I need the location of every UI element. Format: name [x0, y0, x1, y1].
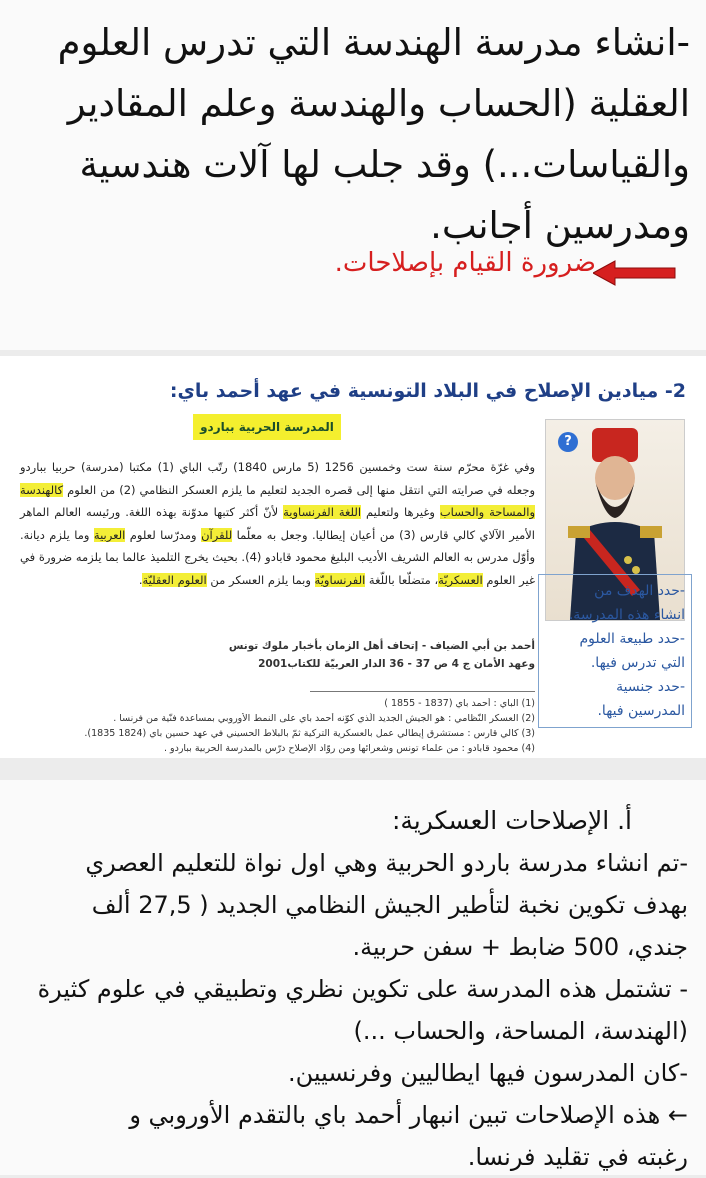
bottom-line-8: ← هذه الإصلاحات تبين انبهار أحمد باي بالتقدم الأوروبي و: [129, 1101, 688, 1129]
bottom-line-5: - تشتمل هذه المدرسة على تكوين نظري وتطبيقي في علوم كثيرة: [37, 975, 688, 1003]
top-line-1: -انشاء مدرسة الهندسة التي تدرس العلوم: [57, 21, 690, 64]
excerpt-text: وغيرها ولتعليم: [361, 505, 440, 519]
bottom-heading: أ. الإصلاحات العسكرية:: [391, 806, 632, 835]
highlighted-term: الفرنساويّة: [314, 572, 366, 587]
footnote-divider: [310, 691, 535, 692]
top-line-2: العقلية (الحساب والهندسة وعلم المقادير: [67, 82, 690, 125]
excerpt-text: .: [138, 572, 143, 587]
footnote-1: (1) الباي : أحمد باي (1837 - 1855 ): [384, 698, 535, 709]
highlighted-term: العلوم العقليّة: [142, 572, 207, 587]
excerpt-text: لأنّ أكثر كتبها مدوّنة بهذه اللغة. ورئيسه العالم الماهر الأمير الآلاي كالي قارس (3) من أعيان إيطاليا. وجعل به معلّما: [20, 505, 535, 542]
excerpt-text: ومدرّسا لعلوم: [125, 527, 202, 542]
bottom-line-6: (الهندسة، المساحة، والحساب ...): [353, 1017, 688, 1045]
excerpt-text: وبما يلزم العسكر من: [206, 572, 315, 587]
footnote-3: (3) كالي قارس : مستشرق إيطالي عمل بالعسكرية التركية ثمّ بالبلاط الحسيني في عهد حسين باي (1824 1835).: [84, 728, 535, 739]
side-question-line: التي تدرس فيها.: [590, 655, 685, 671]
textbook-excerpt: [0, 356, 706, 758]
top-panel: [0, 0, 706, 350]
source-line-1: أحمد بن أبي الضياف - إتحاف أهل الزمان بأخبار ملوك تونس: [228, 640, 535, 652]
side-question-line: المدرسين فيها.: [597, 703, 685, 719]
left-arrow-icon: [593, 259, 677, 287]
excerpt-paragraph: [20, 456, 535, 591]
excerpt-text: ، متضلّعا باللّغة: [365, 572, 439, 587]
bottom-line-7: -كان المدرسون فيها ايطاليين وفرنسيين.: [288, 1059, 688, 1087]
highlighted-term: كالهندسة والمساحة والحساب: [20, 482, 536, 519]
side-questions-box: [538, 574, 692, 728]
top-line-3: والقياسات...) وقد جلب لها آلات هندسية: [79, 143, 690, 186]
question-icon: ?: [558, 432, 578, 452]
highlighted-term: للقرآن: [201, 527, 233, 542]
excerpt-text: وفي غرّة محرّم سنة ست وخمسين 1256 (5 مارس 1840) رتّب الباي (1) مكتبا (مدرسة) حربيا بباردو وجعله في صرايته التي انتقل منها إلى قصره الجديد لتعليم ما يلزم العسكر النظامي (2) من العلوم: [20, 460, 535, 497]
bottom-line-9: رغبته في تقليد فرنسا.: [467, 1143, 688, 1171]
highlighted-term: اللغة الفرنساوية: [283, 505, 362, 519]
side-question-line: -حدد جنسية: [616, 679, 685, 695]
top-line-4: ومدرسين أجانب.: [430, 204, 690, 247]
source-line-2: وعهد الأمان ج 4 ص 37 - 36 الدار العربيّة للكتاب2001: [258, 658, 535, 670]
side-question-line: -حدد طبيعة العلوم: [579, 631, 685, 647]
footnote-4: (4) محمود قابادو : من علماء تونس وشعرائها ومن روّاد الإصلاح درّس بالمدرسة الحربية بباردو .: [163, 743, 535, 754]
side-question-line: -حدد الهدف من: [594, 583, 685, 599]
side-question-line: انشاء هذه المدرسة.: [568, 607, 685, 623]
bottom-line-2: -تم انشاء مدرسة باردو الحربية وهي اول نواة للتعليم العصري: [85, 849, 688, 877]
footnote-2: (2) العسكر النّظامي : هو الجيش الجديد الّذي كوّنه أحمد باي على النمط الأوروبي بمساعدة فنّية من فرنسا .: [113, 713, 535, 724]
highlighted-term: العسكريّة: [438, 572, 483, 587]
highlighted-term: العربية: [93, 527, 126, 542]
excerpt-text: وما يلزم ديانة. وأوّل مدرس به العالم الشريف الأديب البليغ محمود قابادو (4). بحيث يخرج التلميذ عالما بما يلزمه ضرورة في غير العلوم: [20, 527, 535, 587]
bottom-panel: [0, 780, 706, 1175]
section-heading: 2- ميادين الإصلاح في البلاد التونسية في عهد أحمد باي:: [169, 380, 686, 402]
bottom-line-3: بهدف تكوين نخبة لتأطير الجيش النظامي الجديد ( 27,5 ألف: [91, 891, 688, 919]
bottom-line-4: جندي، 500 ضابط + سفن حربية.: [352, 933, 688, 961]
reform-need-text: ضرورة القيام بإصلاحات.: [334, 248, 596, 278]
school-badge: المدرسة الحربية بباردو: [193, 414, 341, 440]
